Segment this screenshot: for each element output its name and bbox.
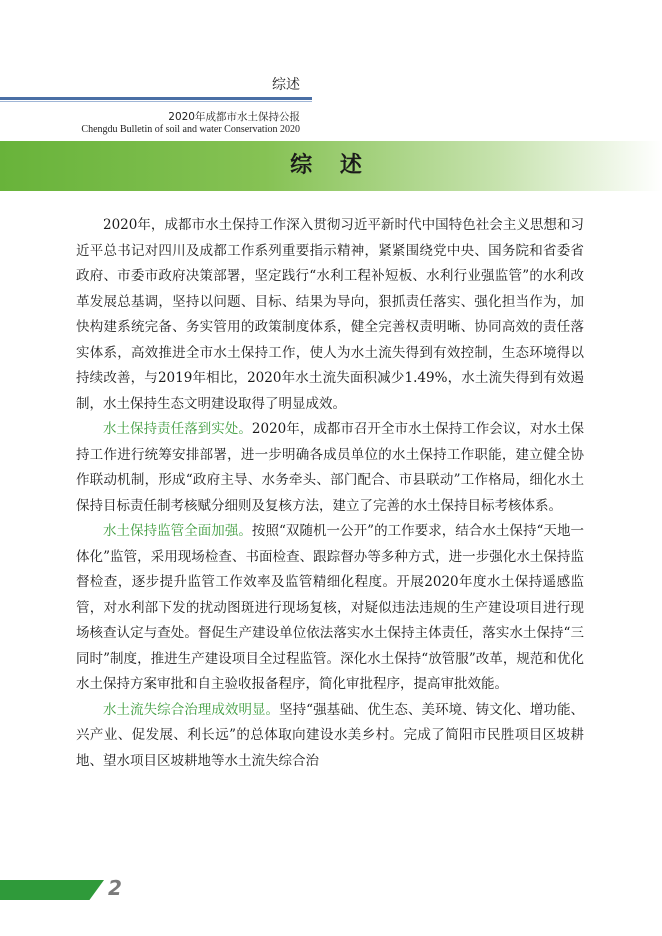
paragraph-responsibility [76, 417, 584, 519]
page-number: 2 [108, 876, 122, 900]
paragraph-governance-lead: 水土流失综合治理成效明显。 [103, 701, 280, 718]
header-rule-light [0, 101, 312, 102]
paragraph-responsibility-text: 2020年，成都市召开全市水土保持工作会议，对水土保持工作进行统筹安排部署，进一步明确各成员单位的水土保持工作职能，建立健全协作联动机制，形成“政府主导、水务牵头、部门配合、市县联动”工作格局，细化水土保持目标责任制考核赋分细则及复核方法，建立了完善的水土保持目标考核体系。 [76, 421, 585, 514]
paragraph-supervision-text: 按照“双随机一公开”的工作要求，结合水土保持“天地一体化”监管，采用现场检查、书面检查、跟踪督办等多种方式，进一步强化水土保持监督检查，逐步提升监管工作效率及监管精细化程度。开展2020年度水土保持遥感监管，对水利部下发的扰动图斑进行现场复核，对疑似违法违规的生产建设项目进行现场核查认定与查处。督促生产建设单位依法落实水土保持主体责任，落实水土保持“三同时”制度，推进生产建设项目全过程监管。深化水土保持“放管服”改革，规范和优化水土保持方案审批和自主验收报备程序，简化审批程序，提高审批效能。 [76, 523, 585, 692]
body-text [76, 213, 584, 774]
running-header-title-en: Chengdu Bulletin of soil and water Conservation 2020 [81, 124, 300, 135]
paragraph-supervision [76, 519, 584, 698]
running-header-title-cn: 2020年成都市水土保持公报 [168, 111, 300, 123]
running-header-section: 综述 [272, 77, 300, 93]
page-title: 综 述 [290, 153, 372, 178]
header-rule [0, 97, 312, 100]
paragraph-supervision-lead: 水土保持监管全面加强。 [103, 523, 252, 539]
paragraph-governance-text: 坚持“强基础、优生态、美环境、铸文化、增功能、兴产业、促发展、利长远”的总体取向建设水美乡村。完成了简阳市民胜项目区坡耕地、望水项目区坡耕地等水土流失综合治 [76, 701, 584, 769]
paragraph-responsibility-lead: 水土保持责任落到实处。 [103, 421, 252, 437]
footer-bar [0, 880, 104, 900]
paragraph-governance [76, 698, 584, 775]
paragraph-intro [76, 213, 584, 417]
paragraph-intro-text: 2020年，成都市水土保持工作深入贯彻习近平新时代中国特色社会主义思想和习近平总书记对四川及成都工作系列重要指示精神，紧紧围绕党中央、国务院和省委省政府、市委市政府决策部署，坚定践行“水利工程补短板、水利行业强监管”的水利改革发展总基调，坚持以问题、目标、结果为导向，狠抓责任落实、强化担当作为，加快构建系统完备、务实管用的政策制度体系，健全完善权责明晰、协同高效的责任落实体系，高效推进全市水土保持工作，使人为水土流失得到有效控制，生态环境得以持续改善，与2019年相比，2020年水土流失面积减少1.49%，水土流失得到有效遏制，水土保持生态文明建设取得了明显成效。 [76, 217, 584, 412]
